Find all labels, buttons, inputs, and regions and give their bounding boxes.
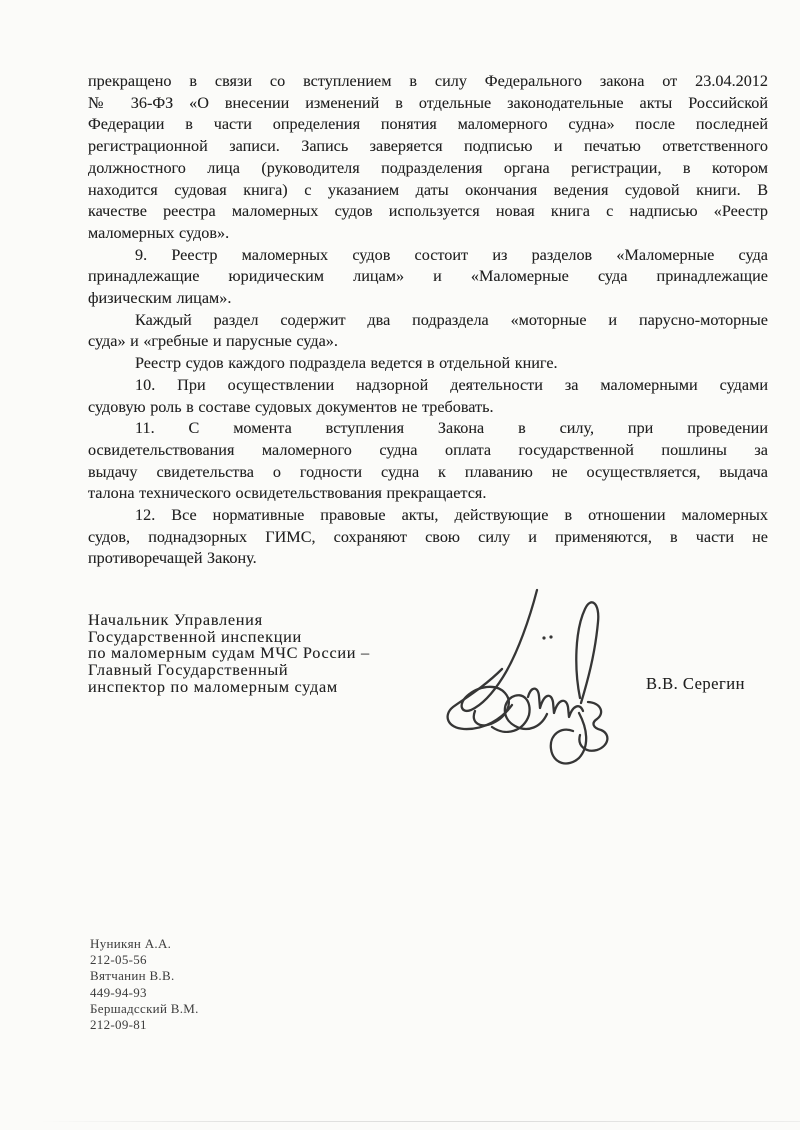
text-line: выдачу свидетельства о годности судна к плаванию не осуществляется, выдача	[88, 462, 768, 481]
text-line: 11. С момента вступления Закона в силу, при проведении	[135, 419, 768, 438]
text-line: маломерных судов».	[88, 223, 230, 242]
signoff-line: Главный Государственный	[88, 660, 289, 680]
signoff-block	[88, 612, 370, 696]
text-line: № 36-ФЗ «О внесении изменений в отдельные законодательные акты Российской	[88, 93, 768, 112]
text-line: 12. Все нормативные правовые акты, действующие в отношении маломерных	[135, 506, 768, 525]
contact-phone: 212-05-56	[90, 952, 147, 968]
text-line: Каждый раздел содержит два подраздела «моторные и парусно-моторные	[135, 310, 768, 329]
text-line: прекращено в связи со вступлением в силу Федерального закона от 23.04.2012	[88, 72, 768, 90]
signoff-line: Начальник Управления	[88, 610, 263, 629]
text-line: судов, поднадзорных ГИМС, сохраняют свою силу и применяются, в части не	[88, 527, 768, 546]
text-line: принадлежащие юридическим лицам» и «Маломерные суда принадлежащие	[88, 267, 768, 286]
scan-edge-artifact	[40, 1121, 800, 1122]
contact-name: Нуникян А.А.	[90, 936, 172, 951]
signer-name: В.В. Серегин	[646, 674, 745, 693]
text-line: Реестр судов каждого подраздела ведется в отдельной книге.	[135, 354, 558, 373]
handwritten-signature-icon	[440, 565, 610, 775]
text-line: суда» и «гребные и парусные суда».	[88, 332, 338, 351]
text-line: освидетельствования маломерного судна оплата государственной пошлины за	[88, 440, 768, 459]
text-line: 9. Реестр маломерных судов состоит из разделов «Маломерные суда	[135, 245, 768, 264]
text-line: должностного лица (руководителя подразделения органа регистрации, в котором	[88, 158, 768, 177]
document-body	[88, 71, 768, 570]
text-line: противоречащей Закону.	[88, 549, 257, 568]
contact-name: Вятчанин В.В.	[90, 968, 175, 984]
contact-name: Бершадсский В.М.	[90, 1000, 199, 1016]
text-line: регистрационной записи. Запись заверяется подписью и печатью ответственного	[88, 137, 768, 156]
text-line: судовую роль в составе судовых документов не требовать.	[88, 397, 494, 416]
text-line: качестве реестра маломерных судов используется новая книга с надписью «Реестр	[88, 202, 768, 221]
signoff-line: Государственной инспекции	[88, 626, 302, 646]
footer-contacts	[90, 936, 199, 1033]
contact-phone: 449-94-93	[90, 984, 147, 1000]
contact-phone: 212-09-81	[90, 1017, 147, 1033]
signoff-line: по маломерным судам МЧС России –	[88, 643, 370, 663]
text-line: Федерации в части определения понятия маломерного судна» после последней	[88, 115, 768, 134]
text-line: 10. При осуществлении надзорной деятельности за маломерными судами	[135, 375, 768, 394]
text-line: физическим лицам».	[88, 289, 232, 308]
signoff-line: инспектор по маломерным судам	[88, 676, 338, 696]
text-line: находится судовая книга) с указанием даты окончания ведения судовой книги. В	[88, 180, 768, 199]
text-line: талона технического освидетельствования прекращается.	[88, 484, 487, 503]
